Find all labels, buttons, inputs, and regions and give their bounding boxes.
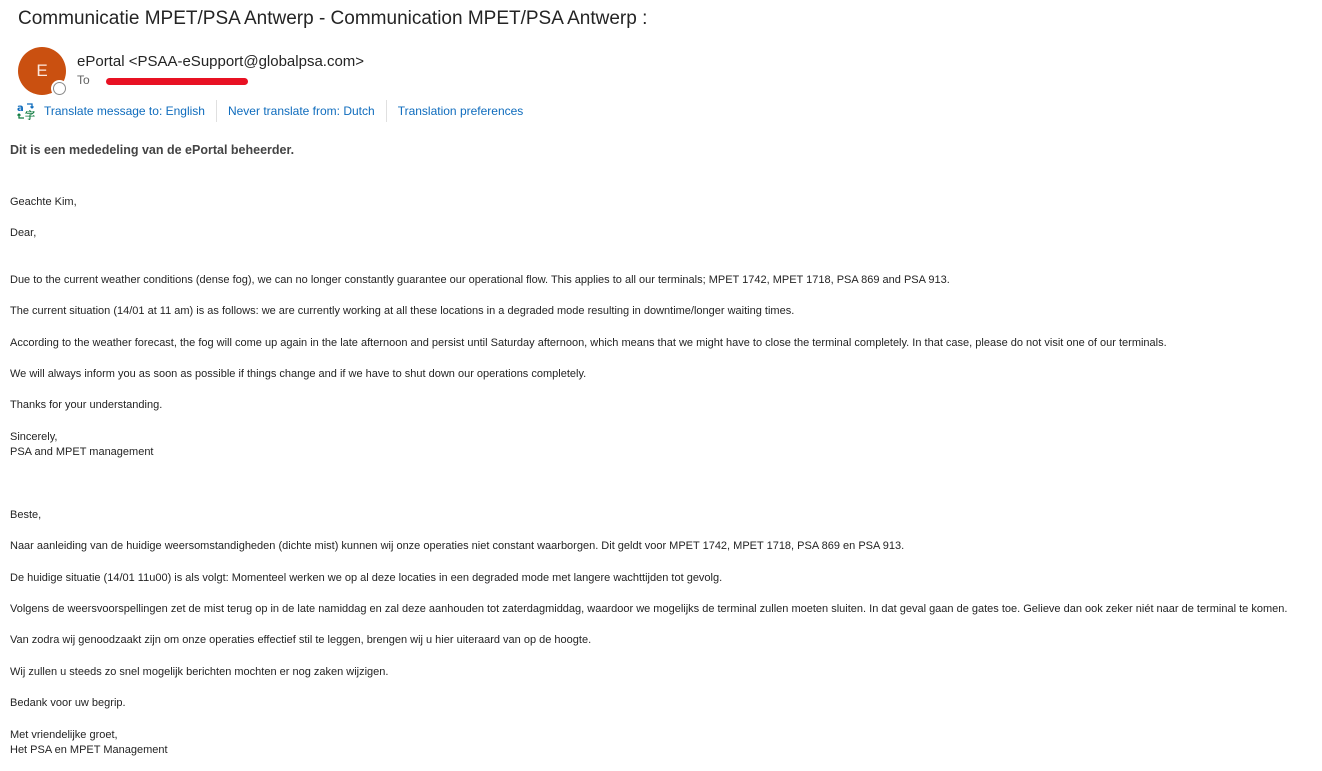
paragraph: Due to the current weather conditions (dense fog), we can no longer constantly guarantee our operational flow. This applies to all our terminals; MPET 1742, MPET 1718, PSA 869 and PSA 913. (10, 274, 950, 286)
greeting-line: Geachte Kim, (10, 196, 77, 208)
sender-address[interactable]: ePortal <PSAA-eSupport@globalpsa.com> (77, 53, 365, 70)
translate-message-link[interactable]: Translate message to: English (44, 104, 205, 118)
redacted-recipient (106, 78, 248, 85)
svg-text:a: a (17, 103, 24, 114)
signature-line: Het PSA en MPET Management (10, 744, 168, 756)
greeting-line: Beste, (10, 509, 42, 521)
paragraph: Thanks for your understanding. (10, 399, 163, 411)
translate-icon (16, 101, 36, 121)
to-label: To (77, 73, 90, 87)
greeting-line: Dear, (10, 227, 37, 239)
presence-status-icon (53, 82, 66, 95)
translation-bar (16, 100, 523, 122)
paragraph: De huidige situatie (14/01 11u00) is als volgt: Momenteel werken we op al deze locaties in een degraded mode met langere wachttijden tot gevolg. (10, 572, 723, 584)
paragraph: We will always inform you as soon as possible if things change and if we have to shut down our operations completely. (10, 368, 587, 380)
paragraph: The current situation (14/01 at 11 am) is as follows: we are currently working at all these locations in a degraded mode resulting in downtime/longer waiting times. (10, 305, 795, 317)
paragraph: Van zodra wij genoodzaakt zijn om onze operaties effectief stil te leggen, brengen wij u hier uiteraard van op de hoogte. (10, 634, 592, 646)
signature-line: Met vriendelijke groet, (10, 729, 118, 741)
avatar-initial: E (36, 61, 48, 80)
email-subject: Communicatie MPET/PSA Antwerp - Communication MPET/PSA Antwerp : (18, 8, 648, 29)
signature-line: PSA and MPET management (10, 446, 154, 458)
paragraph: Wij zullen u steeds zo snel mogelijk berichten mochten er nog zaken wijzigen. (10, 666, 389, 678)
svg-text:字: 字 (25, 111, 35, 121)
separator (386, 100, 387, 122)
paragraph: Naar aanleiding van de huidige weersomstandigheden (dichte mist) kunnen wij onze operaties niet constant waarborgen. Dit geldt voor MPET 1742, MPET 1718, PSA 869 en PSA 913. (10, 540, 905, 552)
recipient-row (77, 73, 248, 87)
paragraph: According to the weather forecast, the fog will come up again in the late afternoon and persist until Saturday afternoon, which means that we might have to close the terminal completely. In that case, please do not visit one of our terminals. (10, 337, 1167, 349)
signature-line: Sincerely, (10, 431, 58, 443)
separator (216, 100, 217, 122)
intro-line: Dit is een mededeling van de ePortal beheerder. (10, 143, 295, 157)
never-translate-link[interactable]: Never translate from: Dutch (227, 104, 375, 118)
paragraph: Bedank voor uw begrip. (10, 697, 126, 709)
paragraph: Volgens de weersvoorspellingen zet de mist terug op in de late namiddag en zal deze aanhouden tot zaterdagmiddag, waardoor we mogelijks de terminal zullen moeten sluiten. In dat geval gaan de gates toe. Gelieve dan ook zeker niét naar de terminal te komen. (10, 603, 1288, 615)
translation-preferences-link[interactable]: Translation preferences (397, 104, 524, 118)
